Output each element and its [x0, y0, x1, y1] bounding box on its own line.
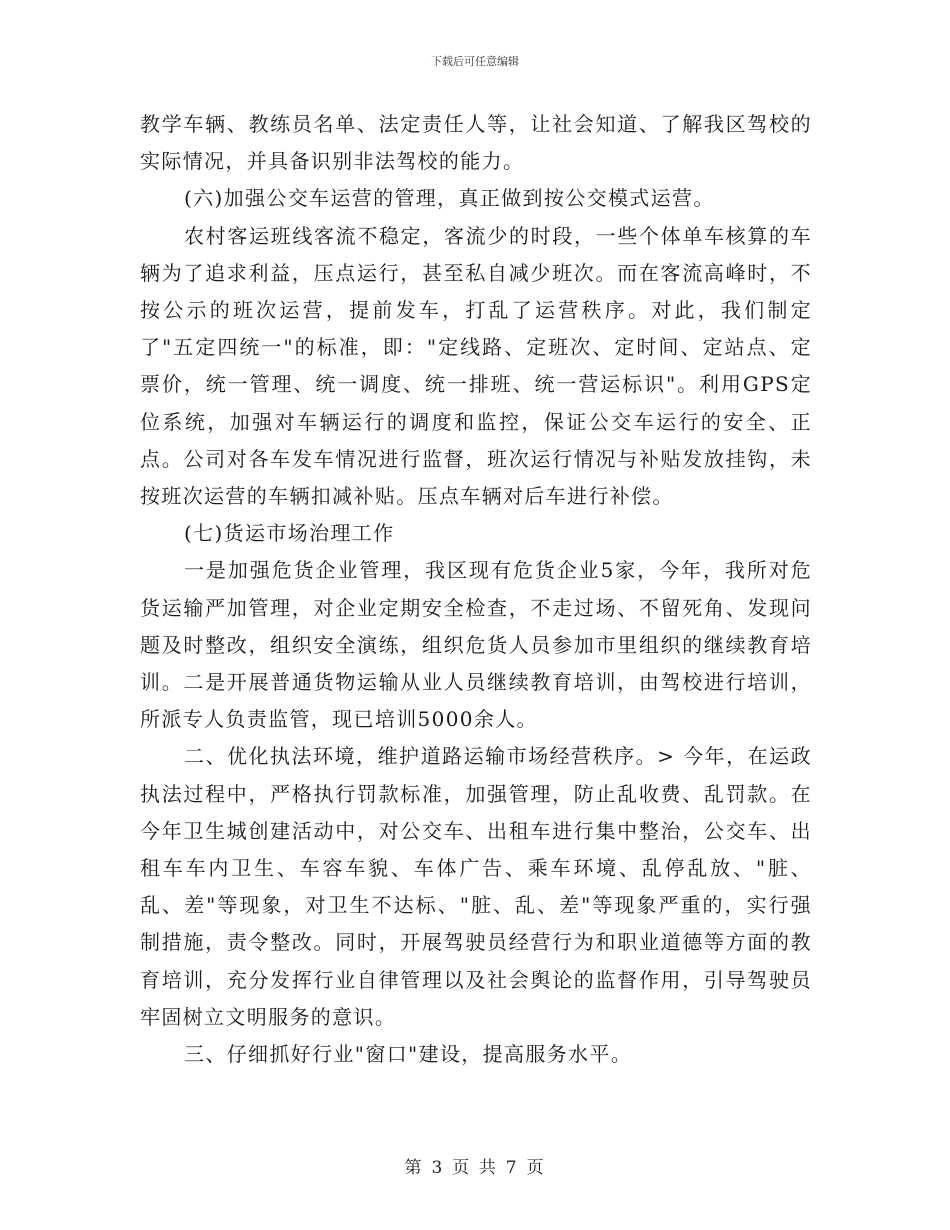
paragraph-rural-transit: 农村客运班线客流不稳定，客流少的时段，一些个体单车核算的车辆为了追求利益，压点运行，甚至私自减少班次。而在客流高峰时，不按公示的班次运营，提前发车，打乱了运营秩序。对此，我们制定了"五定四统一"的标准，即："定线路、定班次、定时间、定站点、定票价，统一管理、统一调度、统一排班、统一营运标识"。利用GPS定位系统，加强对车辆运行的调度和监控，保证公交车运行的安全、正点。公司对各车发车情况进行监督，班次运行情况与补贴发放挂钩，未按班次运营的车辆扣减补贴。压点车辆对后车进行补偿。	[140, 223, 812, 509]
footer-suffix: 页	[526, 1158, 546, 1178]
paragraph-freight: 一是加强危货企业管理，我区现有危货企业5家，今年，我所对危货运输严加管理，对企业定期安全检查，不走过场、不留死角、发现问题及时整改，组织安全演练，组织危货人员参加市里组织的继续教育培训。二是开展普通货物运输从业人员继续教育培训，由驾校进行培训，所派专人负责监管，现已培训5000余人。	[140, 558, 812, 732]
page-header: 下载后可任意编辑	[431, 55, 519, 68]
section-heading-three: 三、仔细抓好行业"窗口"建设，提高服务水平。	[184, 1042, 633, 1067]
paragraph-enforcement: 二、优化执法环境，维护道路运输市场经营秩序。> 今年，在运政执法过程中，严格执行罚款标准，加强管理，防止乱收费、乱罚款。在今年卫生城创建活动中，对公交车、出租车进行集中整治，公交车、出租车车内卫生、车容车貌、车体广告、乘车环境、乱停乱放、"脏、乱、差"等现象，对卫生不达标、"脏、乱、差"等现象严重的，实行强制措施，责令整改。同时，开展驾驶员经营行为和职业道德等方面的教育培训，充分发挥行业自律管理以及社会舆论的监督作用，引导驾驶员牢固树立文明服务的意识。	[140, 744, 812, 1029]
footer-prefix: 第	[404, 1158, 424, 1178]
section-heading-seven: (七)货运市场治理工作	[184, 521, 395, 546]
current-page-number: 3	[431, 1158, 445, 1178]
paragraph-continuation: 教学车辆、教练员名单、法定责任人等，让社会知道、了解我区驾校的实际情况，并具备识别非法驾校的能力。	[140, 112, 812, 174]
section-heading-six: (六)加强公交车运营的管理，真正做到按公交模式运营。	[184, 186, 715, 211]
document-body	[140, 106, 812, 1073]
page-footer	[0, 1153, 950, 1178]
footer-middle: 页 共	[452, 1158, 498, 1178]
total-pages-number: 7	[505, 1158, 519, 1178]
